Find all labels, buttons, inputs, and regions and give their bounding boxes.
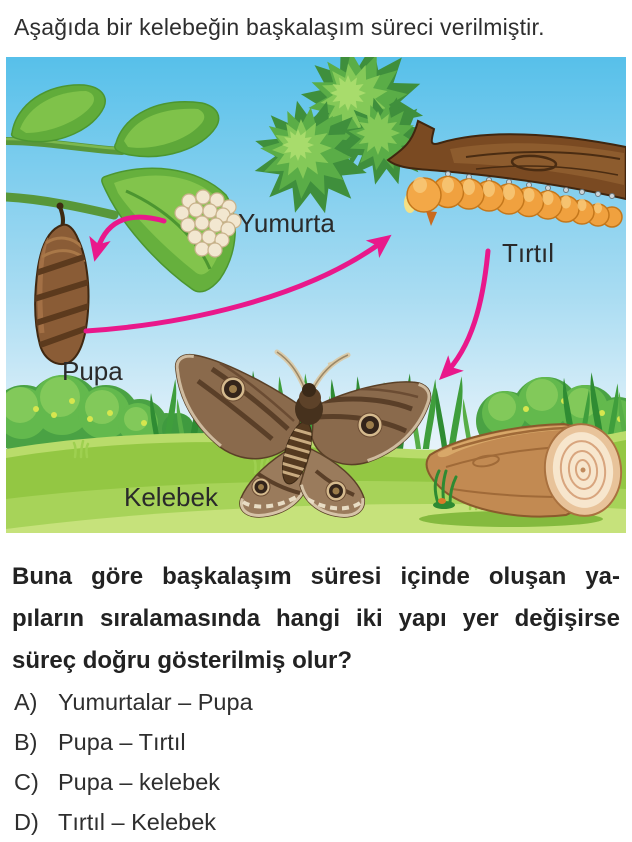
butterfly-label: Kelebek	[124, 482, 218, 512]
metamorphosis-illustration	[6, 57, 626, 533]
option-d[interactable]	[14, 802, 614, 842]
question-text	[12, 556, 620, 682]
option-text: Yumurtalar – Pupa	[58, 688, 253, 715]
option-letter: B)	[14, 728, 38, 755]
option-text: Pupa – kelebek	[58, 768, 221, 795]
option-c[interactable]	[14, 762, 614, 802]
question-line: süreç doğru gösterilmiş olur?	[12, 647, 353, 674]
option-letter: C)	[14, 768, 39, 795]
option-a[interactable]	[14, 682, 614, 722]
pupa-label: Pupa	[62, 356, 123, 386]
option-letter: A)	[14, 688, 38, 715]
question-line: Buna göre başkalaşım süresi içinde oluşan ya-	[12, 563, 620, 590]
metamorphosis-figure	[6, 57, 626, 533]
option-text: Tırtıl – Kelebek	[58, 808, 217, 835]
intro-text: Aşağıda bir kelebeğin başkalaşım süreci verilmiştir.	[14, 14, 545, 40]
egg-label: Yumurta	[238, 208, 335, 238]
option-letter: D)	[14, 808, 39, 835]
options-list	[14, 682, 614, 842]
option-b[interactable]	[14, 722, 614, 762]
question-line: pıların sıralamasında hangi iki yapı yer değişirse	[12, 605, 620, 632]
option-text: Pupa – Tırtıl	[58, 728, 186, 755]
caterpillar-label: Tırtıl	[502, 238, 554, 268]
